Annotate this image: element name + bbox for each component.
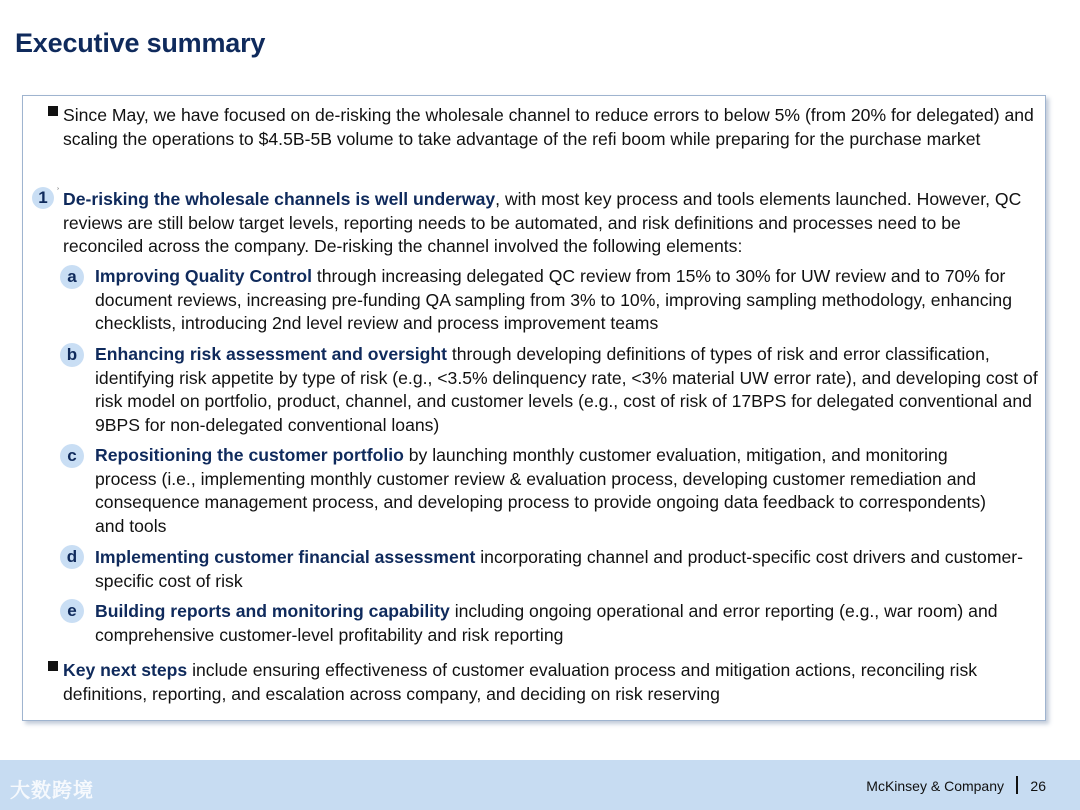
item-e-text: including ongoing operational and error reporting (e.g., war room) and comprehensive customer-level profitability and risk reporting xyxy=(95,601,998,645)
footer-separator xyxy=(1016,776,1018,794)
bullet-square-icon xyxy=(48,661,58,671)
item-e-badge: e xyxy=(60,599,84,623)
item-a-lead: Improving Quality Control xyxy=(95,266,312,286)
section1-paragraph xyxy=(63,188,1038,259)
item-c-text: by launching monthly customer evaluation, mitigation, and monitoring process (i.e., implementing monthly customer review & evaluation process, developing customer remediation and consequence management process, and developing process to provide ongoing data feedback to correspondents) and tools xyxy=(95,445,987,536)
bullet-square-icon xyxy=(48,106,58,116)
watermark-logo xyxy=(10,774,94,803)
item-c-badge: c xyxy=(60,444,84,468)
section1-lead: De-risking the wholesale channels is well underway xyxy=(63,189,496,209)
item-a-paragraph xyxy=(95,265,1040,336)
item-b-paragraph xyxy=(95,343,1040,437)
page-title: Executive summary xyxy=(15,28,266,58)
item-a-text: through increasing delegated QC review from 15% to 30% for UW review and to 70% for document reviews, increasing pre-funding QA sampling from 3% to 10%, improving sampling methodology, enhancing checklists, introducing 2nd level review and process improvement teams xyxy=(95,266,1012,334)
item-d-text: incorporating channel and product-specific cost drivers and customer-specific cost of risk xyxy=(95,547,1023,591)
item-e-lead: Building reports and monitoring capability xyxy=(95,601,450,621)
intro-text: Since May, we have focused on de-risking the wholesale channel to reduce errors to below 5% (from 20% for delegated) and scaling the operations to $4.5B-5B volume to take advantage of the refi boom while preparing for the purchase market xyxy=(63,105,1034,149)
item-d-paragraph xyxy=(95,546,1035,593)
next-steps-lead: Key next steps xyxy=(63,660,188,680)
footer-company: McKinsey & Company xyxy=(866,778,1004,794)
item-b-text: through developing definitions of types of risk and error classification, identifying risk appetite by type of risk (e.g., <3.5% delinquency rate, <3% material UW error rate), and developing cost of risk model on portfolio, product, channel, and customer levels (e.g., cost of risk of 17BPS for delegated conventional and 9BPS for non-delegated conventional loans) xyxy=(95,344,1038,435)
item-c-lead: Repositioning the customer portfolio xyxy=(95,445,404,465)
section-number-badge: 1 xyxy=(32,187,54,209)
section1-text: , with most key process and tools elements launched. However, QC reviews are still below target levels, reporting needs to be automated, and risk definitions and processes need to be reconciled across the company. De-risking the channel involved the following elements: xyxy=(63,189,1022,257)
item-d-lead: Implementing customer financial assessment xyxy=(95,547,476,567)
footer-bar xyxy=(0,760,1080,810)
page-number: 26 xyxy=(1030,778,1046,794)
item-a-badge: a xyxy=(60,265,84,289)
next-steps-paragraph xyxy=(63,659,1038,706)
item-b-lead: Enhancing risk assessment and oversight xyxy=(95,344,447,364)
intro-paragraph xyxy=(63,104,1038,151)
section-tick-icon: ʾ xyxy=(56,185,60,199)
item-d-badge: d xyxy=(60,545,84,569)
next-steps-text: include ensuring effectiveness of customer evaluation process and mitigation actions, reconciling risk definitions, reporting, and escalation across company, and deciding on risk reserving xyxy=(63,660,978,704)
watermark-text: 大数跨境 xyxy=(10,780,94,802)
item-b-badge: b xyxy=(60,343,84,367)
item-c-paragraph xyxy=(95,444,995,538)
item-e-paragraph xyxy=(95,600,1035,647)
